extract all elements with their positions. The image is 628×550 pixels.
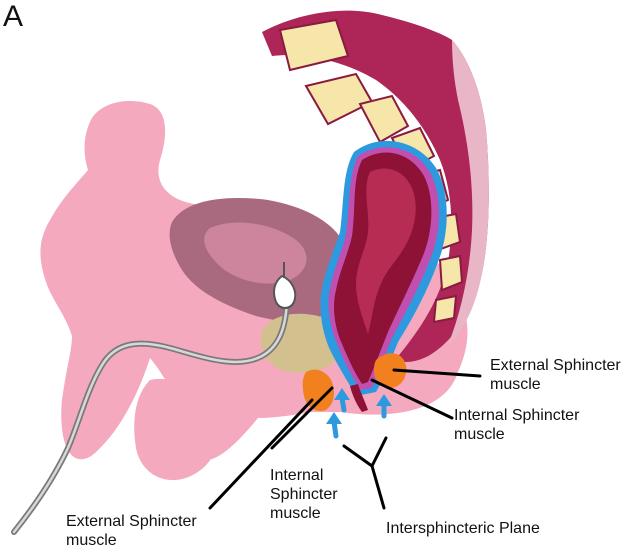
label-line: Sphincter — [270, 486, 338, 503]
label-line: muscle — [66, 532, 117, 549]
label-line: muscle — [490, 376, 541, 393]
arrow-head — [326, 412, 342, 424]
label-external-sphincter-left — [66, 512, 197, 550]
arrow-shaft — [334, 422, 336, 436]
label-line: External Sphincter — [66, 513, 197, 530]
label-intersphincteric-plane: Intersphincteric Plane — [386, 520, 540, 537]
label-line: muscle — [270, 505, 321, 522]
label-line: External Sphincter — [490, 357, 621, 374]
leader-plane-left — [344, 446, 372, 466]
leader-plane-right — [372, 438, 386, 466]
label-line: muscle — [454, 426, 505, 443]
label-line: Internal Sphincter — [454, 407, 580, 424]
vertebra — [306, 74, 372, 124]
label-internal-sphincter-center — [270, 466, 338, 523]
leader-plane-stem — [372, 466, 384, 508]
vertebra — [434, 296, 456, 322]
panel-letter: A — [3, 0, 24, 33]
label-internal-sphincter-right — [454, 406, 579, 444]
label-line: Internal — [270, 467, 324, 484]
label-external-sphincter-right — [490, 356, 621, 394]
